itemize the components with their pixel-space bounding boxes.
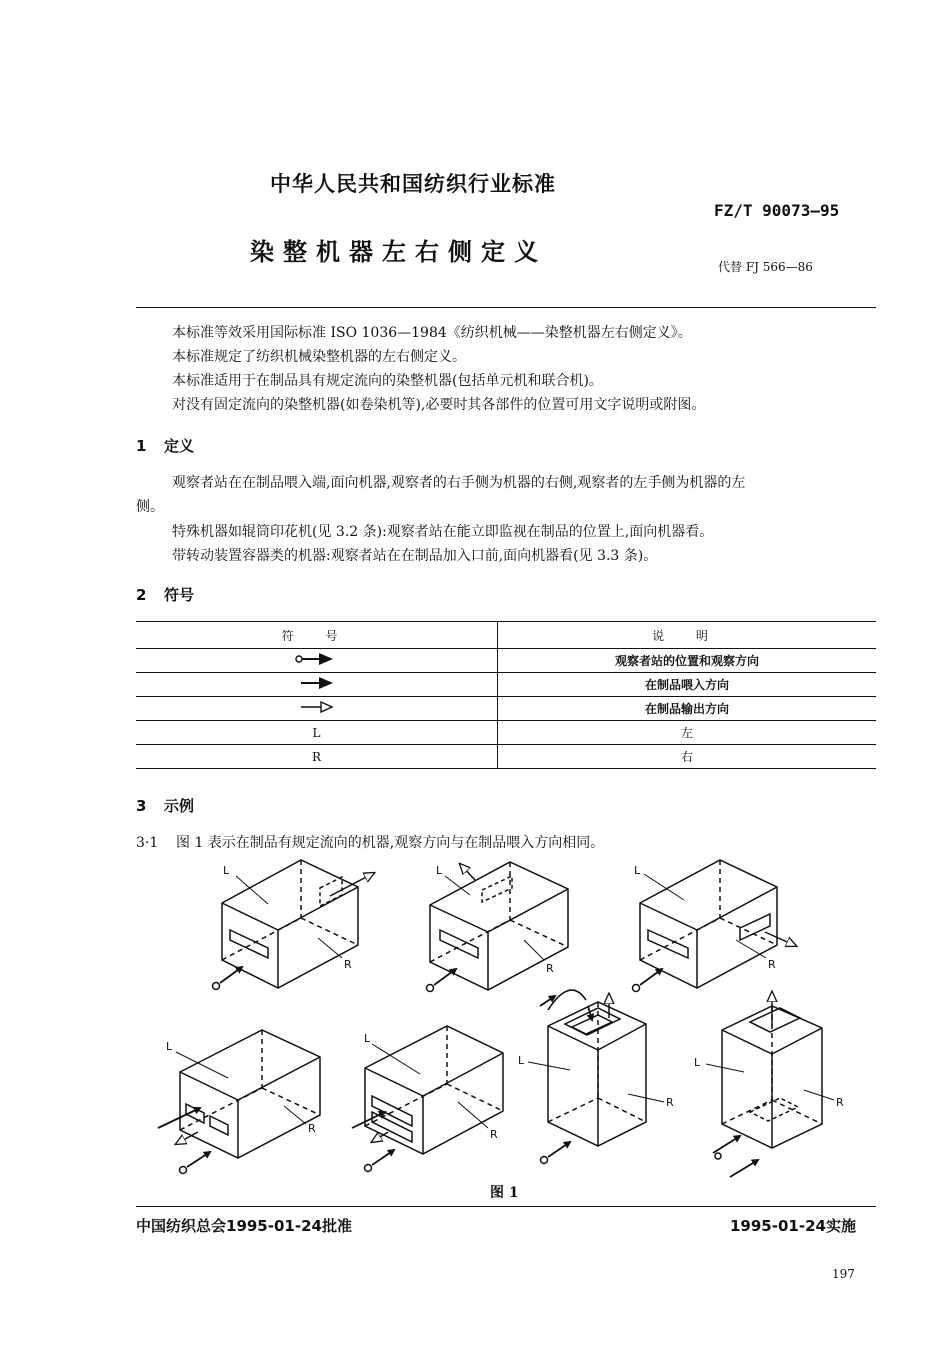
definition-paragraph-3: 带转动装置容器类的机器:观察者站在在制品加入口前,面向机器看(见 3.3 条)。 — [172, 548, 658, 564]
label-right: R — [666, 1096, 674, 1109]
section-1-title: 定义 — [164, 437, 195, 455]
label-right: R — [308, 1122, 316, 1135]
label-left: L — [223, 864, 230, 877]
effective-date: 1995-01-24实施 — [730, 1217, 856, 1235]
definition-paragraph-1-line-1: 观察者站在在制品喂入端,面向机器,观察者的右手侧为机器的右侧,观察者的左手侧为机器的左 — [172, 475, 746, 491]
machine-diagram-d — [158, 1030, 320, 1174]
column-header-symbol: 符 号 — [136, 622, 498, 649]
section-3-title: 示例 — [164, 797, 195, 815]
section-3-number: 3 — [136, 797, 147, 815]
definition-paragraph-2: 特殊机器如辊筒印花机(见 3.2 条):观察者站在能立即监视在制品的位置上,面向机器看。 — [172, 524, 714, 540]
replaces-note: 代替 FJ 566—86 — [718, 260, 813, 274]
intro-paragraph-4: 对没有固定流向的染整机器(如卷染机等),必要时其各部件的位置可用文字说明或附图。 — [172, 397, 706, 413]
label-left: L — [166, 1040, 173, 1053]
label-right: R — [344, 958, 352, 971]
label-right: R — [546, 962, 554, 975]
label-left: L — [694, 1056, 701, 1069]
table-cell-description: 在制品喂入方向 — [498, 673, 877, 697]
org-title: 中华人民共和国纺织行业标准 — [270, 172, 556, 196]
label-left: L — [364, 1032, 371, 1045]
label-right: R — [836, 1096, 844, 1109]
label-left: L — [634, 864, 641, 877]
clause-3-1-text: 图 1 表示在制品有规定流向的机器,观察方向与在制品喂入方向相同。 — [176, 835, 605, 851]
approval-date: 中国纺织总会1995-01-24批准 — [136, 1217, 352, 1235]
page-number: 197 — [832, 1267, 855, 1281]
label-left: L — [436, 864, 443, 877]
figure-caption: 图 1 — [490, 1185, 519, 1201]
footer-divider — [136, 1206, 876, 1207]
table-cell-description: 观察者站的位置和观察方向 — [498, 649, 877, 673]
section-1-number: 1 — [136, 437, 147, 455]
intro-paragraph-1: 本标准等效采用国际标准 ISO 1036—1984《纺织机械——染整机器左右侧定义》。 — [172, 325, 692, 341]
machine-diagram-c — [633, 860, 797, 992]
clause-3-1-number: 3·1 — [136, 835, 159, 851]
table-cell-description: 右 — [498, 745, 877, 769]
table-cell-symbol: L — [136, 721, 498, 745]
section-2-number: 2 — [136, 586, 147, 604]
column-header-description: 说 明 — [498, 622, 877, 649]
machine-diagram-g — [713, 992, 822, 1177]
table-cell-description: 在制品输出方向 — [498, 697, 877, 721]
section-2-title: 符号 — [164, 586, 195, 604]
table-cell-symbol: R — [136, 745, 498, 769]
definition-paragraph-1-line-2: 侧。 — [136, 499, 164, 515]
label-left: L — [518, 1054, 525, 1067]
machine-diagram-f — [540, 990, 646, 1163]
intro-paragraph-3: 本标准适用于在制品具有规定流向的染整机器(包括单元机和联合机)。 — [172, 373, 603, 389]
label-right: R — [490, 1128, 498, 1141]
intro-paragraph-2: 本标准规定了纺织机械染整机器的左右侧定义。 — [172, 349, 466, 365]
document-title: 染整机器左右侧定义 — [250, 238, 547, 266]
machine-diagram-e — [352, 1026, 503, 1172]
table-cell-description: 左 — [498, 721, 877, 745]
label-right: R — [768, 958, 776, 971]
standard-number: FZ/T 90073—95 — [714, 201, 840, 220]
